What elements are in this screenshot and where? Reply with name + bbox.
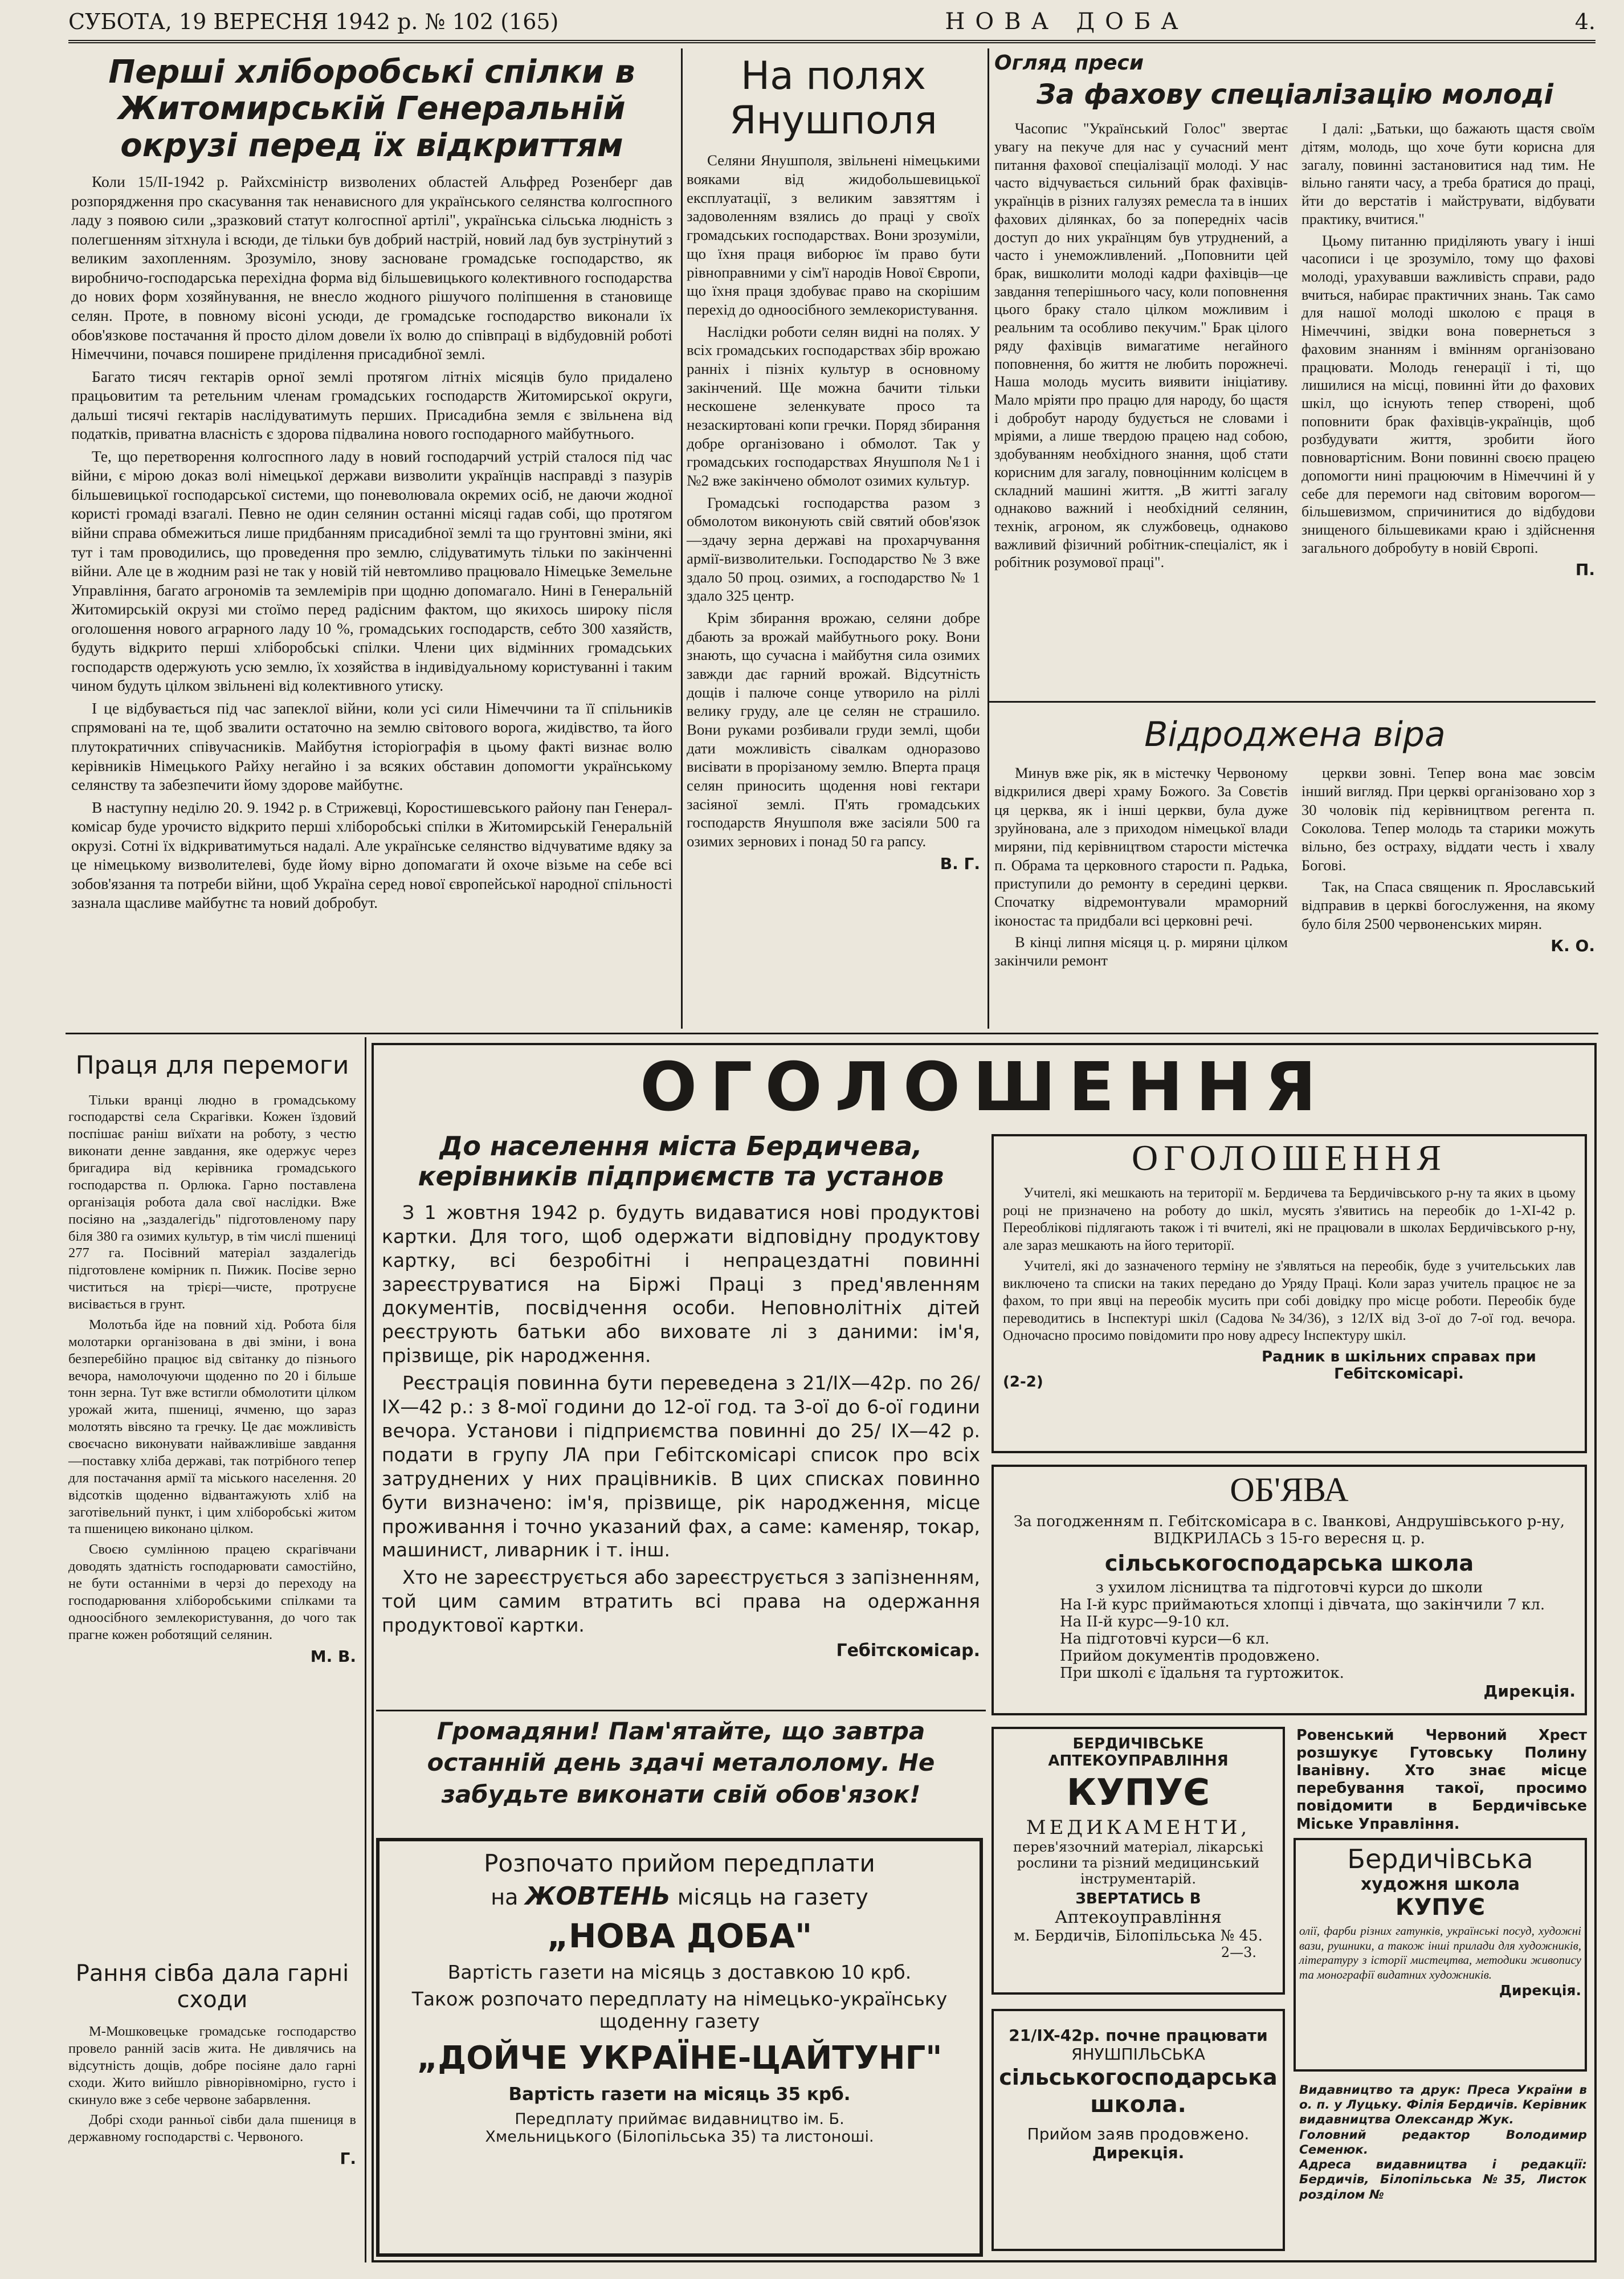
headline: Праця для перемоги <box>75 1051 349 1080</box>
pharmacy-addr: м. Бердичів, Білопільська № 45. <box>1014 1927 1263 1944</box>
school-line: На І-й курс приймаються хлопці і дівчата, що закінчили 7 кл. <box>1060 1596 1545 1613</box>
paragraph: В кінці липня місяця ц. р. миряни цілком закінчили ремонт <box>994 933 1288 969</box>
berdychiv-ration-notice <box>382 1131 980 1661</box>
paragraph: М-Мошковецьке громадське господарство провело ранній засів жита. Не дивлячись на відсутність дощів, добре посіяне дало гарні сходи. Жито вийшло рівнорівномірно, густо і скинуло вже з себе червоне забарвлення. <box>68 2024 356 2107</box>
imprint-line: Головний редактор Володимир Семенюк. <box>1299 2127 1587 2157</box>
article-khliborobski-spilky <box>71 54 672 916</box>
school-line: школа. <box>1090 2092 1186 2118</box>
paragraph: Так, на Спаса священик п. Ярославський відправив в церкві богослуження, на якому було біля 2500 червоненських мирян. <box>1301 878 1595 932</box>
paragraph: Те, що перетворення колгоспного ладу в новий господарчий устрій сталося під час війни, є мірою доказ волі німецької держави визволити українців насправді з пазурів більшевицької господарської системи, що поневолювала окремих осіб, не даючи жодної користі громаді взагалі. Певно не один селянин останні місяці гадав собі, що протягом війни справа обмежиться лише придбанням присадибної землі та що грунтовні зміни, які тут і там проводились, що проведення про землю, слідуватимуть тільки по закінченні війни. Але це в жодним разі не так у новій тій невтомливо працювало Німецьке Земельне Управління, багато агрономів та землемірів при щодню допомагало. Нині в Генеральній Житомирській окрузі ми стоїмо перед радісним фактом, що якихось широку після оголошення нового аграрного ладу 10 %, громадських господарств, себто 300 хазяйств, будуть відкрито перші хліборобські спілки. Члени цих відмінних громадських господарств одержують усю землю, їх хозяйства в індивідуальному користуванні і таким чином будуть цілком звільнені від колективного утиску. <box>71 447 672 695</box>
paragraph: Багато тисяч гектарів орної землі протягом літніх місяців було придалено працьовитим та ретельним членам громадських господарств Житомирської округи, дальші тисячі гектарів наслідуватимуть перших. Присадибна земля є звільнена від податків, приватна власність є здорова підвалина нового господарного майбутнього. <box>71 367 672 443</box>
subscription-price: Вартість газети на місяць з доставкою 10 крб. <box>447 1961 912 1983</box>
pharmacy-ad <box>997 1735 1279 1960</box>
headline: Рання сівба дала гарні сходи <box>75 1960 349 2013</box>
school-line: ЯНУШПІЛЬСЬКА <box>1071 2045 1205 2064</box>
paragraph: Наслідки роботи селян видні на полях. У всіх громадських господарствах збір врожаю ранніх і пізніх культур в основному закінчений. Ще можна бачити тільки нескошене зеленкувате просо та незаскиртовані копи гречки. Поряд збирання добре організовано і обмолот. Так у громадських господарствах Янушполя №1 і №2 вже закінчено обмолот озимих культур. <box>687 323 980 490</box>
school-line: За погодженням п. Гебітскомісара в с. Іванкові, Андрушівського р-ну, ВІДКРИЛАСЬ з 15-го вересня ц. р. <box>1013 1513 1565 1547</box>
article-body-left <box>994 120 1288 580</box>
subscription-pre: на <box>491 1885 519 1910</box>
page-number: 4. <box>1574 9 1596 34</box>
signature: П. <box>1575 560 1595 580</box>
janushpil-school-ad <box>997 2026 1279 2162</box>
paragraph: Добрі сходи ранньої сівби дала пшениця в державному господарстві с. Червоного. <box>68 2112 356 2145</box>
subscription-post: місяць на газету <box>677 1885 868 1910</box>
paragraph: Минув вже рік, як в містечку Червоному відкрилися двері храму Божого. За Совєтів ця церква, як і інші церкви, була дуже зруйнована, але з приходом німецької влади миряни, під керівництвом старости містечка п. Обрама та церковного старости п. Радька, приступили до ремонту в середині церкви. Спочатку відремонтували мраморний іконостас та придбали всі церковні речі. <box>994 764 1288 929</box>
paragraph: Часопис "Український Голос" звертає увагу на пекуче для нас у сучасний мент питання фахової спеціалізації молоді. У нас часто відчувається сильний брак фахівців-українців в різних галузях ремесла та в інших фахових ділянках, бо за попередніх часів доступ до них українцям був утруднений, а часто і унеможливлений. „Поповнити цей брак, вишколити молоді кадри фахівців—це завдання теперішнього часу, коли поповнення цього браку стало цілком можливим і реальним та особливо пекучим." Брак цілого ряду фахівців вимагатиме негайного поповнення, бо життя не любить порожнечі. Наша молодь мусить виявити ініціативу. Мало мріяти про працю для народу, бо щастя і добробут народу будується не словами і мріями, а лише твердою працею над собою, здобуванням необхідного знання, щоб стати корисним для загалу, повноцінним колісцем в складний машині життя. „В житті загалу однаково важний і необхідний селянин, технік, агроном, як службовець, однаково важливий фізичний робітник-спеціаліст, як і робітник розумової праці". <box>994 120 1288 571</box>
notice-title: ОБ'ЯВА <box>1230 1471 1349 1509</box>
signature: Радник в шкільних справах при Гебітскомісарі. <box>1262 1348 1536 1383</box>
art-school-ad <box>1299 1844 1581 1999</box>
subscription-month: ЖОВТЕНЬ <box>525 1882 671 1911</box>
notice-title: ОГОЛОШЕННЯ <box>1131 1138 1447 1178</box>
pharmacy-items: МЕДИКАМЕНТИ, <box>1026 1816 1251 1839</box>
paper-title-nova-doba: „НОВА ДОБА" <box>546 1917 813 1955</box>
imprint-line: Адреса видавництва і редакції: Бердичів, Білопільська №35, Листок розділом № <box>1299 2158 1587 2202</box>
art-school-sub: художня школа <box>1360 1874 1520 1894</box>
paragraph: Крім збирання врожаю, селяни добре дбають за врожай майбутнього року. Вони знають, що сучасна і майбутня сила озимих завжди дає гарний врожай. Відсутність дощів і палюче сонце утворило на ріллі велику груду, але це селян не страшило. Вони руками розбивали груди землі, щоби дати можливість сівалкам одноразово висівати в прорізаному землю. Вперта праця селян приносить щодення нові гектари засіяної землі. П'ять громадських господарств Янушполя вже засіяли 500 га озимих зернових і понад 50 га рапсу. <box>687 609 980 850</box>
masthead <box>68 3 1596 43</box>
paragraph: Хто не зареєструється або зареєструється з запізненням, той цим самим втратить всі права на одержання продуктової картки. <box>382 1566 980 1637</box>
paragraph: Учителі, які до зазначеного терміну не з'являться на переобік, буде з учительських лав виключено та списки на таких передано до Уряду Праці. Коли зараз учитель працює не за фахом, то при явці на переобік мусить при собі довідку про місце роботи. Переобік буде переводитись в Інспектурі шкіл (Садова №34/36), з 12/IX від 3-ої до 7-ої год. вечора. Одночасно просимо повідомити про нову адресу Інспектуру шкіл. <box>1003 1258 1576 1343</box>
notice-code: (2-2) <box>1003 1373 1043 1391</box>
masthead-date: СУБОТА, 19 ВЕРЕСНЯ 1942 р. № 102 (165) <box>68 9 559 34</box>
signature: Гебітскомісар. <box>836 1641 980 1661</box>
article-body-right <box>1301 764 1595 973</box>
notice-body <box>382 1201 980 1637</box>
article-fakhova-spetsializatsiya <box>994 51 1596 580</box>
paragraph: Селяни Янушполя, звільнені німецькими вояками від жидобольшевицької експлуатації, з великим завзяттям і задоволенням взялись до праці у своїх громадських господарствах. Вони зрозуміли, що їхня праця виборює їм право бути рівноправними у сім'ї народів Нової Європи, що їхня праця здобуває право на скорішим перехід до одноосібного землекористування. <box>687 152 980 318</box>
subscription-line: Розпочато прийом передплати <box>484 1849 875 1877</box>
teachers-notice <box>1003 1137 1576 1391</box>
school-line: На ІІ-й курс—9-10 кл. <box>1060 1613 1230 1630</box>
article-body-right <box>1301 120 1595 580</box>
pharmacy-buys: КУПУЄ <box>1066 1772 1210 1814</box>
school-notice <box>1003 1470 1576 1701</box>
subscription-line: Також розпочато передплату на німецько-українську щоденну газету <box>411 1988 948 2032</box>
pharmacy-desc: перев'язочний матеріал, лікарські рослини та різний медицинський інструментарій. <box>1013 1839 1264 1887</box>
art-school-text: олії, фарби різних гатунків, українські посуд, художні вази, рушники, а також інші прилади для художників, літературу з історії мистецтва, методики живопису та монографії видатних художників. <box>1299 1924 1581 1982</box>
imprint-line: Видавництво та друк: Преса України в о. п. у Луцьку. Філія Бердичів. Керівник видавництва Олександр Жук. <box>1299 2083 1587 2127</box>
article-body <box>71 172 672 912</box>
rubric: Огляд преси <box>994 51 1144 75</box>
school-name: сільськогосподарська школа <box>1104 1551 1474 1576</box>
paragraph: Тільки вранці людно в громадському господарстві села Скрагівки. Кожен їздовий поспішає раніш виїхати на роботу, з честю виконати денне завдання, яке одержує через бригадира від керівника громадського господарства п. Орлюка. Гарно поставлена організація робота дала свої наслідки. Вже посіяно на „заздалегідь" підготовленому пару біля 380 га озимих культур, в тім числі пшениці 277 га. Посівний матеріал заздалегідь підготовлене комірник п. Пижик. Посіве зерно чиститься на трієрі—чисте, протруєне висівається в грунт. <box>68 1092 356 1312</box>
column-rule <box>365 1037 366 2262</box>
section-rule <box>66 1033 1598 1034</box>
announcements-banner: ОГОЛОШЕННЯ <box>640 1047 1329 1126</box>
signature: Г. <box>340 2149 356 2168</box>
article-body <box>68 1092 356 1644</box>
article-pratsya-dlya-peremohy <box>68 1051 356 1666</box>
school-line: На підготовчі курси—6 кл. <box>1060 1630 1270 1648</box>
paragraph: І це відбувається під час запеклої війни, коли усі сили Німеччини та її спільників спрямовані на те, щоб звалити остаточно на землю світового ворога, жидівство, та його плутократичних співучасників. Майбутня історіографія в цьому факті визнає волю керівників Німецького Райху негайно і за всяких обставин допомогти українському селянству та забезпечити йому здорове майбутнє. <box>71 699 672 794</box>
headline: Відроджена віра <box>1144 715 1446 755</box>
column-rule <box>988 48 989 1029</box>
signature: Дирекція. <box>1483 1682 1576 1701</box>
column-rule <box>681 48 683 1029</box>
subscription-content <box>385 1849 974 2146</box>
school-accept: Прийом заяв продовжено. <box>1027 2125 1250 2144</box>
signature: Дирекція. <box>1499 1982 1581 1999</box>
headline: Перші хліборобські спілки в Житомирській Генеральній окрузі перед їх відкриттям <box>108 54 635 164</box>
red-cross-notice: Ровенський Червоний Хрест розшукує Гутовську Полину Іванівну. Хто знає місце перебування такої, просимо повідомити в Бердичівське Міське Управління. <box>1296 1727 1587 1833</box>
pharmacy-addr: Аптекоуправління <box>1054 1907 1222 1927</box>
article-na-polyakh <box>687 54 980 873</box>
section-rule <box>989 701 1596 703</box>
article-body <box>687 151 980 850</box>
paragraph: Громадські господарства разом з обмолотом виконують свій святий обов'язок—здачу зерна державі на прохарчування армії-визволительки. Господарство № 3 вже здало 50 проц. озимих, а господарство № 1 здало 325 центр. <box>687 494 980 605</box>
paragraph: Своєю сумлінною працею скрагівчани доводять здатність господарювати самостійно, не бути останніми в черзі до переходу на господарювання хліборобськими спілками та одноосібного землекористування, до чого так прагне кожен роботящий селянин. <box>68 1542 356 1642</box>
paragraph: Молотьба йде на повний хід. Робота біля молотарки організована в дві зміни, і вона безперебійно працює від світанку до пізнього вечора, намолочуючи щоденно по 20 і більше тонн зерна. Тут вже встигли обмолотити цілком урожай жита, пшениці, ячменю, що зараз молотять вівсяно та гречку. Це дає можливість своєчасно виконувати найважливіше завдання—поставку хліба державі, так потрібного тепер для постачання армії та міського населення. 20 відсотків щоденно відвантажують хліб на заготівельний пункт, і цим хліборобські житом та пшеницею виконано цілком. <box>68 1316 356 1537</box>
art-school-title: Бердичівська <box>1347 1844 1533 1874</box>
signature: К. О. <box>1550 936 1595 955</box>
signature: В. Г. <box>940 854 980 873</box>
school-line: з ухилом лісництва та підготовчі курси до школи <box>1095 1579 1483 1596</box>
notice-body <box>1003 1185 1576 1345</box>
metal-scrap-notice: Громадяни! Пам'ятайте, що завтра останній день здачі металолому. Не забудьте виконати свій обов'язок! <box>427 1717 935 1808</box>
headline: На полях Янушполя <box>729 54 937 144</box>
pharmacy-code: 2—3. <box>1221 1944 1256 1960</box>
section-rule <box>376 1710 986 1711</box>
paragraph: Учителі, які мешкають на території м. Бердичева та Бердичівського р-ну та яких в цьому році не призначено на роботу до шкіл, мусять з'явитись на переобік до 1-ХІ-42 р. Переобліковi підлягають також і ті вчителі, які не працювали в школах Бердичівського р-ну, але зараз мешкають на його території. <box>1003 1185 1576 1253</box>
school-line: сільськогосподарська <box>999 2065 1278 2090</box>
art-school-buys: КУПУЄ <box>1395 1894 1486 1921</box>
school-date: 21/IX-42р. почне працювати <box>1009 2026 1268 2045</box>
notice-title: До населення міста Бердичева, керівників підприємств та установ <box>418 1131 944 1192</box>
paragraph: І далі: „Батьки, що бажають щастя своїм дітям, молодь, що хоче бути корисна для загалу, повинні застановитися над тим. Не вільно ганяти часу, а треба братися до праці, йти до верстатів і майструвати, відбувати практику, вчитися." <box>1301 120 1595 227</box>
school-line: Прийом документів продовжено. <box>1060 1648 1320 1665</box>
subscription-price: Вартість газети на місяць 35 крб. <box>508 2084 851 2105</box>
article-body <box>68 2023 356 2146</box>
paper-title-dojche: „ДОЙЧЕ УКРАЇНЕ-ЦАЙТУНГ" <box>417 2040 942 2077</box>
pharmacy-head: БЕРДИЧІВСЬКЕ АПТЕКОУПРАВЛІННЯ <box>1048 1735 1229 1770</box>
subscription-month-line <box>385 1882 974 1911</box>
imprint <box>1299 2083 1587 2203</box>
subscription-accept: Передплату приймає видавництво ім. Б. Хмельницького (Білопільська 35) та листоноші. <box>485 2110 874 2146</box>
signature: Дирекція. <box>1092 2143 1185 2163</box>
paragraph: церкви зовні. Тепер вона має зовсім інший вигляд. При церкві організовано хор з 30 чоловік під керівництвом регента п. Соколова. Тепер молодь та старики можуть вільно, без остраху, віддати честь і хвалу Богові. <box>1301 764 1595 874</box>
paragraph: В наступну неділю 20. 9. 1942 р. в Стрижевці, Коростишевського району пан Генерал-комісар буде урочисто відкрито перші хліборобські спілки в Житомирській Генеральній окрузі. Сотні їх відкриватимуться надалі. Але українське селянство відчуватиме вдяку за це німецькому визволителеві, буде йому вірно допомагати й охоче візьме на себе всі зобов'язання та потреби війни, щоб Україна серед нової європейської народної спільності зазнала щасливе майбутнє та новий добробут. <box>71 798 672 912</box>
school-line: При школі є їдальня та гуртожиток. <box>1060 1665 1344 1682</box>
headline: За фахову спеціалізацію молоді <box>1037 79 1553 111</box>
article-body-left <box>994 764 1288 973</box>
article-vidrodzhena-vira <box>994 715 1596 973</box>
paragraph: Реєстрація повинна бути переведена з 21/IX—42р. по 26/ IX—42 р.: з 8-мої години до 12-ої год. та 3-ої до 6-ої години вечора. Установи і підприємства повинні до 25/ IX—42 р. подати в групу ЛА при Гебітскомісарі список про всіх затруднених у них працівників. В цих списках повинно бути визначено: ім'я, прізвище, рік народження, місце проживання і точно указаний фах, а саме: каменяр, токар, машинист, ливарник і т. інш. <box>382 1372 980 1562</box>
paragraph: З 1 жовтня 1942 р. будуть видаватися нові продуктові картки. Для того, щоб одержати відповідну продуктову картку, всі безробітні і непрацездатні повинні зареєструватися на Біржі Праці з пред'явленням документів, посвідчення особи. Неповнолітніх дітей реєструють батьки або виховате лі з даними: ім'я, прізвище, рік народження. <box>382 1201 980 1367</box>
masthead-title: НОВА ДОБА <box>945 9 1189 35</box>
paragraph: Коли 15/II-1942 р. Райхсміністр визволених областей Альфред Розенберг дав розпорядження про скасування так ненависного для українського селянства колгоспного ладу з появою сили „зразковий статут колгоспної артілі", українська сільська людність з полегшенням зітхнула і всюди, де тільки був добрий настрій, новий лад був зустрінутий з великим захопленням. Зрозуміло, знову засноване громадське господарство, як виробничо-господарська перехідна форма від більшевицького колективного господарства до нових форм хозяйнування, не внесло жодного рішучого поліпшення в становище селян. Проте, в повному вісоні усюди, де громадське господарство виконали їх обов'язкове постачання й просто ділом довели їх волю до співпраці в відбудовній роботі Німеччини, почався поширене приділення присадибної землі. <box>71 173 672 363</box>
paragraph: Цьому питанню приділяють увагу і інші часописи і це зрозуміло, тому що фахові молоді, урахувавши важливість справи, радо вчиться, набирає практичних знань. Так само для нашої молоді школою є праця в Німеччині, звідки вона повернеться з фаховим знанням і вмінням організовано працювати. Молодь генерації і ті, що лишилися на місці, повинні йти до фахових шкіл, що існують тепер створені, щоб поповнити брак фахівців-українців, щоб розбудувати життя, зробити його повновартісним. Вони повинні своєю працею допомогти нині працюючим в Німеччині й у себе для перемоги над світовим ворогом—більшевизмом, спричинитися до відбудови знищеного більшевиками краю і здійснення загального добробуту в новій Європі. <box>1301 232 1595 556</box>
pharmacy-contact: ЗВЕРТАТИСЬ В <box>1075 1890 1201 1907</box>
article-rannya-sivba <box>68 1960 356 2168</box>
signature: М. В. <box>310 1646 356 1666</box>
